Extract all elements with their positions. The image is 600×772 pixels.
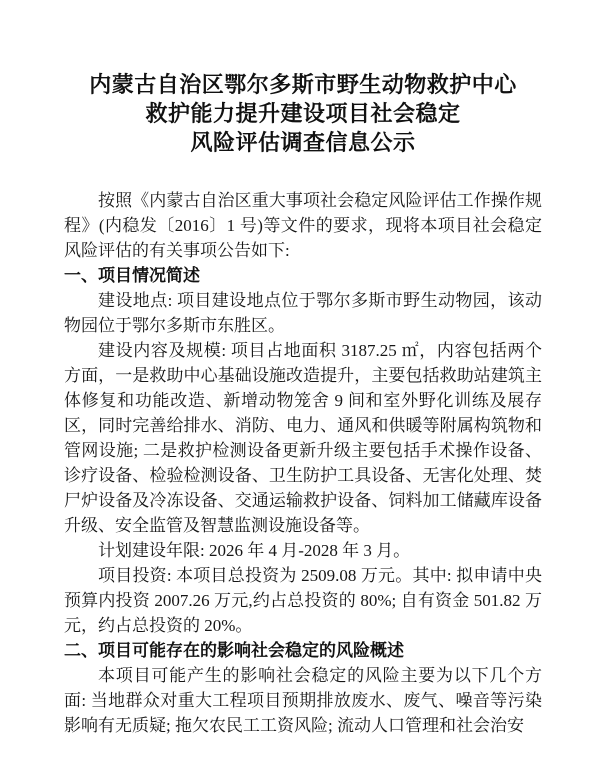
- section-1-paragraph-investment: 项目投资: 本项目总投资为 2509.08 万元。其中: 拟申请中央预算内投资 2007.26 万元,约占总投资的 80%; 自有资金 501.82 万元，约占总投资的 20%。: [64, 566, 542, 635]
- section-1-paragraph-location: 建设地点: 项目建设地点位于鄂尔多斯市野生动物园，该动物园位于鄂尔多斯市东胜区。: [64, 291, 542, 335]
- section-2-paragraph-risks: 本项目可能产生的影响社会稳定的风险主要为以下几个方面: 当地群众对重大工程项目预期排放废水、废气、噪音等污染影响有无质疑; 拖欠农民工工资风险; 流动人口管理和社会治安: [64, 666, 542, 735]
- document-title: [64, 70, 542, 157]
- section-2-heading: 二、项目可能存在的影响社会稳定的风险概述: [64, 641, 404, 660]
- section-1-paragraph-schedule: 计划建设年限: 2026 年 4 月-2028 年 3 月。: [98, 541, 411, 560]
- document-body: [64, 188, 542, 738]
- document-title-line-3: 风险评估调查信息公示: [190, 130, 416, 155]
- section-1-paragraph-scope: 建设内容及规模: 项目占地面积 3187.25 ㎡，内容包括两个方面，一是救助中心基础设施改造提升，主要包括救助站建筑主体修复和功能改造、新增动物笼舍 9 间和室外野化训练及展存区，同时完善给排水、消防、电力、通风和供暖等附属构筑物和管网设施; 二是救护检测设备更新升级主要包括手术操作设备、诊疗设备、检验检测设备、卫生防护工具设备、无害化处理、焚尸炉设备及冷冻设备、交通运输救护设备、饲料加工储藏库设备升级、安全监管及智慧监测设施设备等。: [64, 341, 542, 535]
- intro-paragraph: 按照《内蒙古自治区重大事项社会稳定风险评估工作操作规程》(内稳发〔2016〕1 号)等文件的要求，现将本项目社会稳定风险评估的有关事项公告如下:: [64, 191, 542, 260]
- section-1-heading: 一、项目情况简述: [64, 266, 200, 285]
- document-title-line-2: 救护能力提升建设项目社会稳定: [145, 101, 461, 126]
- document-title-line-1: 内蒙古自治区鄂尔多斯市野生动物救护中心: [89, 72, 517, 97]
